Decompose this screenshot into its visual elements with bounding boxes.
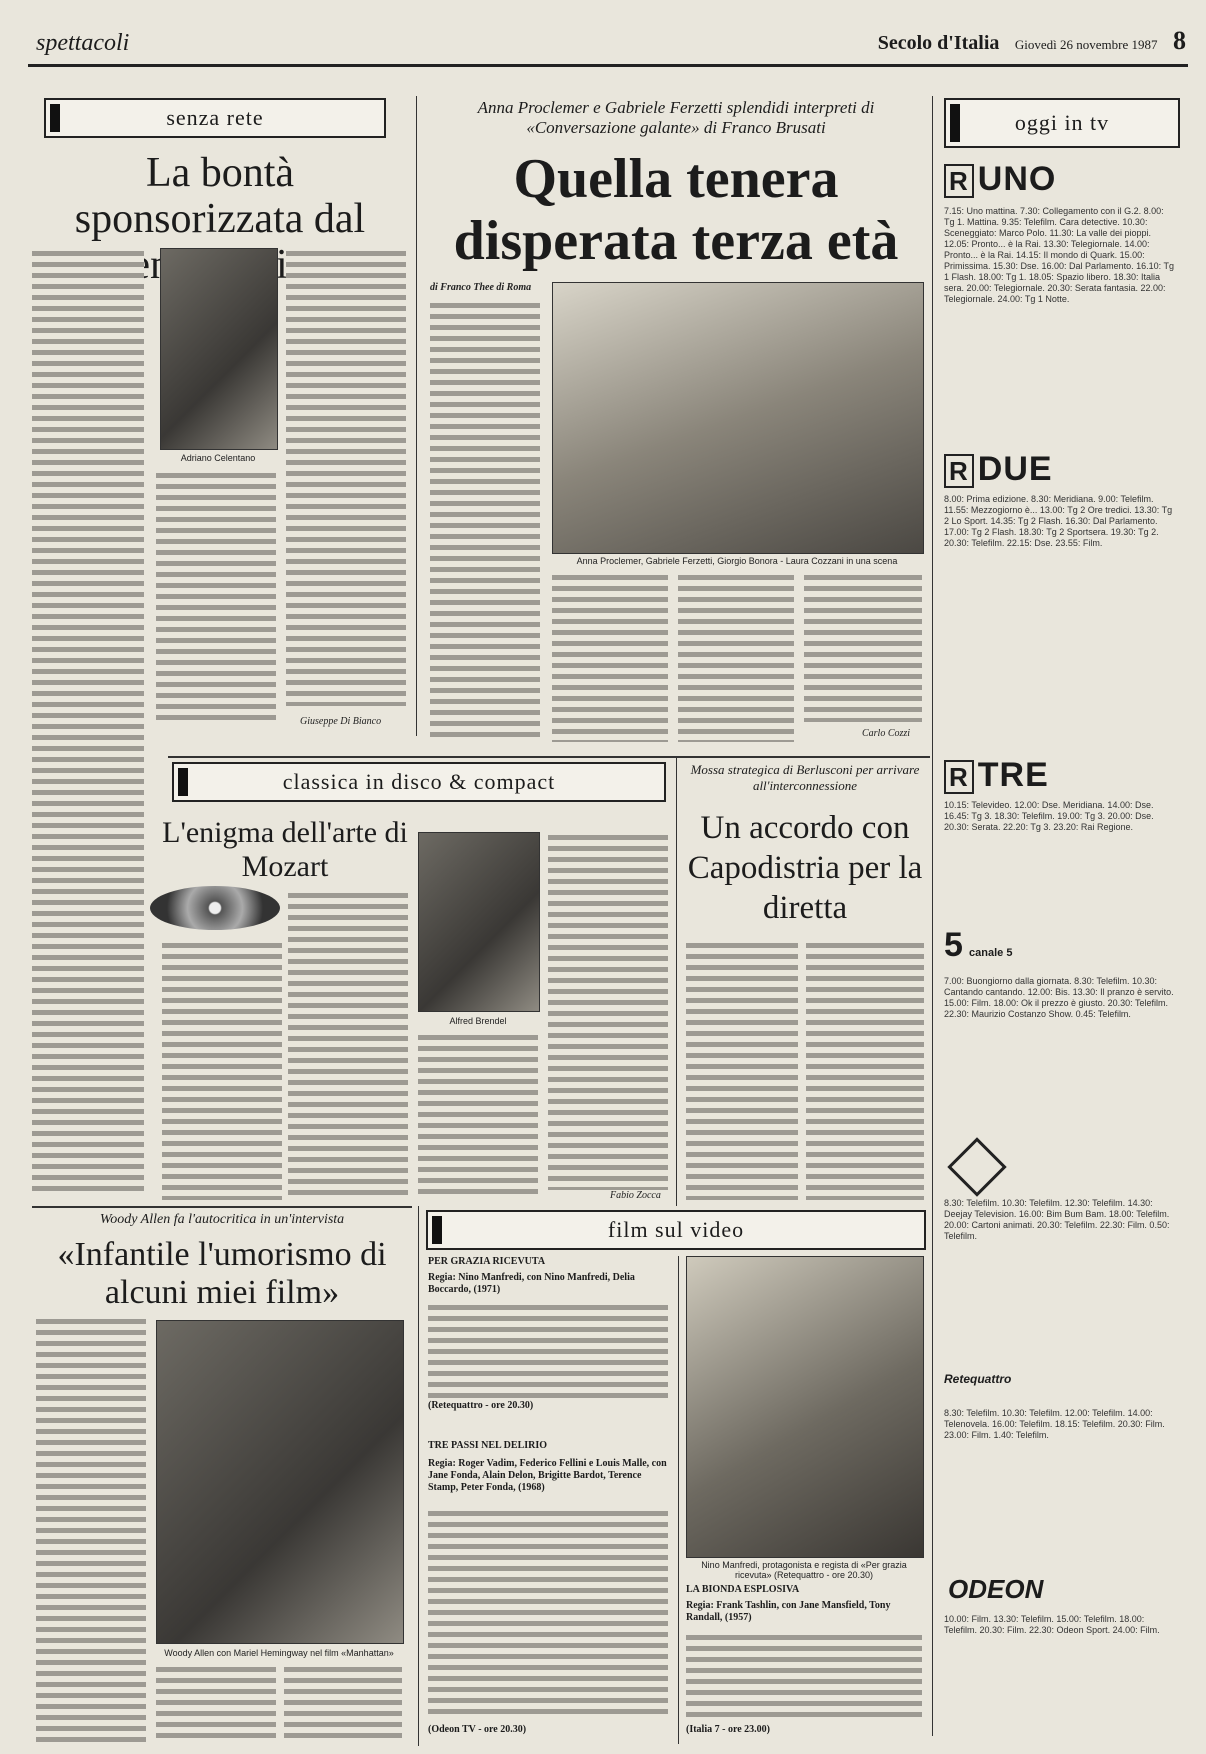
film3-credits: Regia: Frank Tashlin, con Jane Mansfield, Tony Randall, (1957) [686,1600,891,1623]
main-scene-photo [552,282,924,554]
column-divider [678,1256,679,1744]
raidue-schedule: 8.00: Prima edizione. 8.30: Meridiana. 9.00: Telefilm. 11.55: Mezzogiorno è... 13.00: Tg 2 Ore tredici. 13.30: Tg 2 Lo Sport. 14.35: Tg 2 Flash. 16.30: Dal Parlamento. 17.00: Tg 2 Flash. 18.30: Tg 2 Sportsera. 19.30: Tg 2. 20.30: Telefilm. 22.15: Dse. 23.55: Film. [944,494,1173,548]
woody-body-col2 [156,1664,276,1744]
film-video-label-text: film sul video [607,1217,745,1242]
canale5-schedule: 7.00: Buongiorno dalla giornata. 8.30: Telefilm. 10.30: Cantando cantando. 12.00: Bis. 13.30: Il pranzo è servito. 15.00: Film. 18.00: Ok il prezzo è giusto. 20.30: Telefilm. 22.30: Maurizio Costanzo Show. 0.45: Telefilm. [944,976,1174,1019]
classica-body-col2 [288,890,408,1200]
main-headline: Quella tenera disperata terza età [453,148,899,272]
classica-author: Fabio Zocca [610,1190,661,1201]
raitre-name: TRE [977,756,1049,794]
canale5-name: canale 5 [969,947,1013,959]
woody-body-col1 [36,1316,146,1744]
senza-rete-byline: Giuseppe Di Bianco [300,716,382,727]
film2-source: (Odeon TV - ore 20.30) [428,1724,527,1735]
celentano-caption: Adriano Celentano [180,453,256,463]
canale5-logo: 5 canale 5 [944,926,1013,964]
raidue-name: DUE [977,450,1053,488]
column-divider [418,1206,419,1746]
woody-caption: Woody Allen con Mariel Hemingway nel film «Manhattan» [164,1648,394,1658]
odeon-schedule: 10.00: Film. 13.30: Telefilm. 15.00: Telefilm. 18.00: Telefilm. 20.30: Film. 22.30: Odeon Sport. 24.00: Film. [944,1614,1160,1635]
paper-name: Secolo d'Italia [877,32,1000,54]
senza-rete-label [44,98,386,138]
raitre-logo: R TRE [944,756,1049,795]
manfredi-caption: Nino Manfredi, protagonista e regista di «Per grazia ricevuta» (Retequattro - ore 20.30) [701,1560,907,1580]
film1-credits: Regia: Nino Manfredi, con Nino Manfredi, Delia Boccardo, (1971) [428,1272,635,1295]
masthead [878,26,1186,56]
woody-photo [156,1320,404,1644]
retequattro-schedule: 8.30: Telefilm. 10.30: Telefilm. 12.00: Telefilm. 14.00: Telenovela. 16.00: Telefilm. 18.15: Telefilm. 20.30: Film. 23.00: Film. 1.40: Telefilm. [944,1408,1165,1440]
classica-body-col1 [162,940,282,1200]
woody-body-col3 [284,1664,402,1744]
main-photo-caption: Anna Proclemer, Gabriele Ferzetti, Giorgio Bonora - Laura Cozzani in una scena [576,556,898,566]
column-divider [416,96,417,736]
raiuno-schedule: 7.15: Uno mattina. 7.30: Collegamento con il G.2. 8.00: Tg 1. Mattina. 9.35: Telefilm. Cara detective. 10.30: Sceneggiato: Marco Polo. 11.30: La valle dei pioppi. 12.05: Pronto... è la Rai. 13.30: Telegiornale. 14.00: Pronto... è la Rai. 14.15: Il mondo di Quark. 15.00: Primissima. 15.30: Dse. 16.00: Dal Parlamento. 16.10: Tg 1 Flash. 18.00: Tg 1. 18.05: Spazio libero. 18.30: Italia sera. 20.00: Telegiornale. 20.30: Serata fantasia. 22.00: Telegiornale. 24.00: Tg 1 Notte. [944,206,1174,304]
celentano-photo [160,248,278,450]
film2-review [428,1508,668,1718]
berlusconi-body-col2 [806,940,924,1200]
raidue-logo: R DUE [944,450,1053,489]
retequattro-logo: Retequattro [944,1372,1012,1386]
section-rule [32,1206,412,1208]
section-rule [168,756,930,758]
film1-source: (Retequattro - ore 20.30) [428,1400,534,1411]
film1-title: PER GRAZIA RICEVUTA [428,1256,546,1267]
top-rule [28,64,1188,67]
raiuno-logo: R UNO [944,160,1056,199]
berlusconi-body-col1 [686,940,798,1200]
main-body-col1 [430,300,540,740]
main-kicker: Anna Proclemer e Gabriele Ferzetti splendidi interpreti di «Conversazione galante» di Franco Brusati [477,98,875,137]
senza-rete-headline: La bontà sponsorizzata dal Kenia [74,150,366,288]
section-title: spettacoli [36,30,130,56]
record-icon [150,886,280,930]
column-divider [932,96,933,1736]
page-number: 8 [1173,26,1186,55]
raitre-schedule: 10.15: Televideo. 12.00: Dse. Meridiana. 14.00: Dse. 16.45: Tg 3. 18.30: Telefilm. 19.00: Tg 3. 20.00: Dse. 20.30: Serata. 22.20: Tg 3. 23.20: Rai Regione. [944,800,1154,832]
film-video-label [426,1210,926,1250]
film1-review [428,1302,668,1398]
raiuno-name: UNO [977,160,1057,198]
classica-label-text: classica in disco & compact [282,769,556,794]
classica-label [172,762,666,802]
main-author: Carlo Cozzi [862,728,911,739]
classica-body-col4 [548,832,668,1190]
berlusconi-kicker: Mossa strategica di Berlusconi per arrivare all'interconnessione [690,762,920,793]
berlusconi-headline: Un accordo con Capodistria per la diretta [687,810,923,926]
main-body-col2 [552,572,668,742]
film3-source: (Italia 7 - ore 23.00) [686,1724,770,1735]
tv-label [944,98,1180,148]
senza-rete-body-col3 [286,248,406,706]
italia1-logo [947,1137,1006,1196]
brendel-caption: Alfred Brendel [449,1016,507,1026]
manfredi-photo [686,1256,924,1558]
senza-rete-body-col1 [32,248,144,1194]
classica-body-col3 [418,1032,538,1200]
film3-title: LA BIONDA ESPLOSIVA [686,1584,800,1595]
odeon-logo: ODEON [948,1574,1044,1604]
main-byline: di Franco Thee di Roma [430,282,532,293]
italia1-schedule: 8.30: Telefilm. 10.30: Telefilm. 12.30: Telefilm. 14.30: Deejay Television. 16.00: Bim Bum Bam. 18.00: Telefilm. 20.00: Cartoni animati. 20.30: Telefilm. 22.30: Film. 0.50: Telefilm. [944,1198,1170,1241]
senza-rete-body-col2 [156,470,276,720]
woody-kicker: Woody Allen fa l'autocritica in un'intervista [99,1212,345,1227]
film2-credits: Regia: Roger Vadim, Federico Fellini e Louis Malle, con Jane Fonda, Alain Delon, Brigitte Bardot, Terence Stamp, Peter Fonda, (1968) [428,1458,667,1493]
film2-title: TRE PASSI NEL DELIRIO [428,1440,548,1451]
woody-headline: «Infantile l'umorismo di alcuni miei film» [57,1236,387,1311]
brendel-photo [418,832,540,1012]
tv-label-text: oggi in tv [1014,110,1110,135]
column-divider [676,756,677,1206]
classica-headline: L'enigma dell'arte di Mozart [162,816,408,883]
senza-rete-label-text: senza rete [166,105,264,130]
issue-date: Giovedì 26 novembre 1987 [1014,37,1158,52]
film3-review [686,1632,922,1718]
main-body-col3 [678,572,794,742]
main-body-col4 [804,572,922,722]
